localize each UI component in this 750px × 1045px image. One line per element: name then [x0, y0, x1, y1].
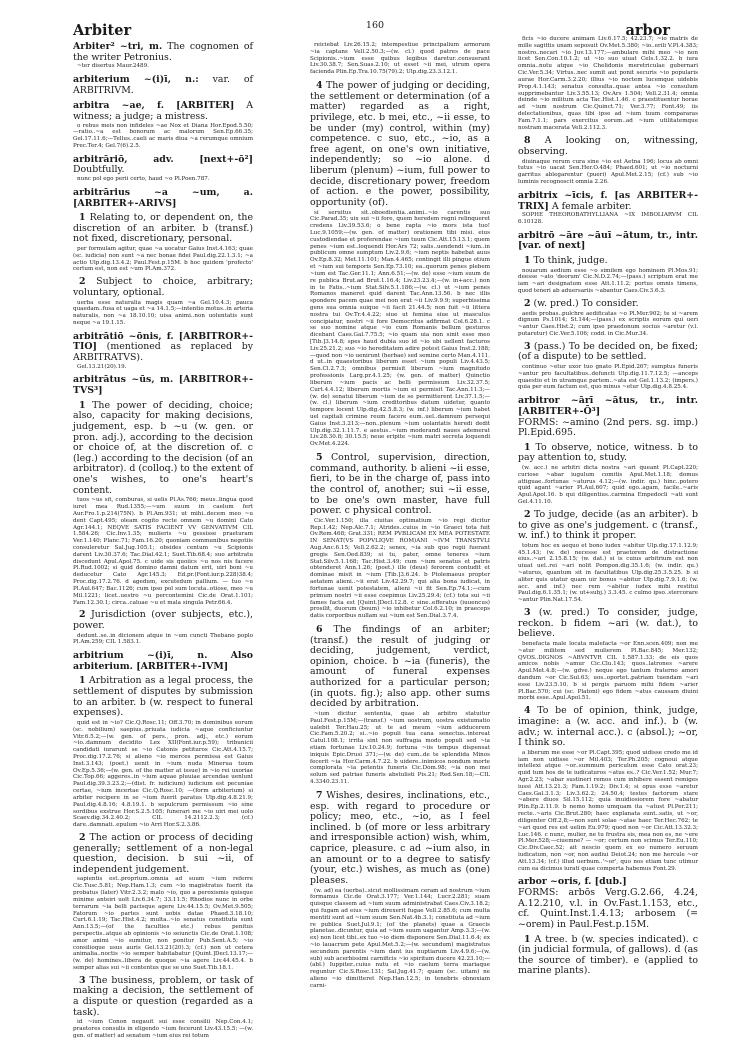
column-left: [73, 42, 253, 1045]
citation-block: benefacta male locata malefacta ~or Enn.scen.409; non me ~atur militem sed mulierem Pl.Bac.845; Mer.132; QVOS..DIGNOS ~ABVNTVR CIL 1.587.1.33; de eis quos amicos nobis ~amur Cic.Clu.143; quos..latrones ~arere Apul.Met.4.8;—(w. gdve.) neque ego tantum fraterno amori dandum ~or Cic.Sul.63; uos..oportet..patriam tuendam ~ari esse Liv.23.5.10. b si pergis paruom mihi fidem ~arier Pl.Bac.570; cui (sc. Platoni) ego fidem ~atus caussam diuini morbi esse..Apul.Apol.51.: [518, 640, 698, 702]
guide-word-left: Arbiter: [73, 22, 132, 39]
sense-definition: [518, 935, 698, 978]
sense-text: Control, supervision, direction, command, authority. b alieni ~ii esse, fieri, to be in the charge of, pass into the control of, another; sui ~ii esse, to be one's own master, have full power. c physical control.: [310, 452, 490, 517]
dictionary-entry: [73, 375, 253, 646]
sense-text: Arbitration as a legal process, the settlement of disputes by submission to an arbiter. b (w. respect to funeral expenses).: [73, 675, 254, 719]
sense-number: 1: [79, 399, 86, 411]
citation-block: diuinaque rerum cura sine ~io est Aetna 196; locus ab omni tutus ~io uacat Sen.Her.O.484; Phaed.601; ut ~io nocturni garritus ablegarentur (pueri) Apul.Met.2.15; (cf.) sub ~io luminis recognoscit omnia 2.26.: [518, 158, 698, 186]
headword: arbitrium ~(i)ī, n. Also arbiterium. [ARBITER+-IVM]: [73, 650, 253, 672]
headword: Arbiter² ~tri, m.: [73, 41, 163, 52]
sense-number: 6: [316, 623, 323, 635]
headword: arbitrātiō ~ōnis, f. [ARBITROR+-TIO]: [73, 330, 253, 353]
sense-definition: [310, 791, 490, 887]
sense-number: 3: [524, 340, 531, 352]
sense-definition: [73, 610, 253, 631]
sense-number: 3: [79, 974, 86, 986]
dictionary-entry: [310, 42, 490, 76]
entry-head: [73, 42, 253, 63]
entry-head: [73, 155, 253, 176]
dictionary-entry: [73, 332, 253, 371]
sense-text: A looking on, witnessing, observing.: [518, 135, 698, 157]
sense-definition: [73, 676, 253, 719]
definition: The cognomen of the writer Petronius.: [73, 41, 253, 63]
sense-text: The power of deciding, choice; also, capacity for making decisions, judgement, esp. b ~u (w. gen. or pron. adj.), according to the decision or choice of, at the discretion of. c (leg.) according to the decision (of an arbitrator). d (colloq.) to the extent of one's wishes, to one's heart's content.: [73, 399, 253, 496]
entry-head: [73, 188, 253, 209]
citation-block: Gel.13.21(20).19.: [77, 363, 127, 370]
sense-text: To be of opinion, think, judge, imagine: a (w. acc. and inf.). b (w. adv.; w. internal acc.). c (absol.); ~or, I think so.: [518, 705, 698, 749]
sense-definition: [73, 213, 253, 245]
sense-text: To observe, notice, witness. b to pay attention to, study.: [518, 441, 699, 464]
sense-definition: [518, 299, 698, 310]
dictionary-entry: [310, 625, 490, 786]
citation-block: (w. ad) ea (uerba)..sicut mollissimam ceram ad nostrum ~ium formamus Cic.de Orat.3.177; Ver.1.144; Lucr.2.281; suam quisque classem ad ~ium suum administrabat Caes.Civ.3.18.2; qui fugam ad eius ~ium direxerit fugae Vell.2.85.6; cum multa mentiti sunt ad ~ium suum Sen.Nat.4b.3.1; constituta ad ~ium re publica Suet.Jul.9.1; (of the planets) quae a Graecis planetae..dicuntur, quia ad ~ium suum uagantur Amp.3.3;—(w. ex) non licet tibi..ex tuo ~io diem disponere Sen.Dial.11.6.4; ex ~io lauacrum pete Apul.Met.5.2;—(w. secundum) magistratus secundum parentis ~ium dant ius nuptiarum Liv.4.9.6;—(w. sub) sub acerbissimi carnificis ~io spiritum ducere 42.23.10;—(abl.) Iuppiter..cuius nutu et ~io caelum terra mariaque reguntur Cic.S.Rosc.131; Sal.Jug.41.7; quam (sc. uitam) ne alieno ~io dimitteret Nep.Han.12.5; in tenebris obnoxiam carni-: [310, 887, 490, 989]
sense-definition: [518, 608, 698, 640]
sense-number: 3: [524, 607, 531, 619]
forms-note: FORMS: ~amino (2nd pers. sg. imp.) Pl.Epid.695.: [518, 416, 698, 439]
sense-text: Jurisdiction (over subjects, etc.), power.: [73, 609, 253, 631]
citation-block: SOPHE THEOROBATHYLLIANA ~IX IMBOLIARVM CIL 6.10128.: [518, 212, 698, 225]
citation-block: tuos ~us sit, comburas, si uelis Pl.As.766; meus..lingua quod iuret mea Rud.1355;—~um suum in caelum fert Aur.Fro.1.p.214(75N). b Pl.Am.931; ut mihi..decem meo ~u dent Capt.495; oleam cogito recte omnem ~u domini Cato Agr.144.1; NEQVE SATIS FACIENT VV GENVATIVM CIL 1.584.26; Cic.Inv.1.35; mulieris ~u gessisse praeturam Ver.1.140; Planc.71; Fam.16.20; quoniam communibus negotiis consuleretur Sal.Jug.105.1; obsides centum ~u Scipionis darent Liv.30.37.6; Tac.Dial.42.1; Suet.Tib.68.4; suo arbitratu discedunt Apul.Apol.75. c uide sis quoiics ~u nos nis facere Pl.Rud.1002; si quid domino damni datum erit, uiri boni ~u deducetur Cato Agr.145.3; Ed.pr.(Font.iur.p.228)38.4; Proc.dig.17.2.76. d agedum, excutedum pallium. — tuo ~u Pl.Aul.647; Bac.1126; cum ipso pol sum locuta..otiose, meo ~u Mil.1221; licet..uestro ~u percontemini Cic.de Orat.1.101; Fam.12.30.1; circa..caluae ~u et mala singula Petr.66.4.: [73, 497, 253, 606]
sense-definition: [310, 81, 490, 209]
citation-block: uerba esse naturalia magis quam ~a Gel.10.4.3; pauca quaedam..fusa et uaga et ~a 14.1.5;—intentio motus..in arteria naturalis, non ~a 18.10.10; uisa animi..non uoluntatis sunt neque ~a 19.1.15.: [73, 299, 253, 326]
sense-text: Relating to, or dependent on, the discretion of an arbiter. b (transf.) not fixed, discretionary, personal.: [73, 212, 253, 245]
entry-head: [518, 191, 698, 212]
sense-text: The findings of an arbiter; (transf.) the result of judging or deciding, judgement, verdict, opinion, choice. b ~ia (funeris), the amount of funeral expenses authorized for a particular person; (in quots. fig.); also app. other sums decided by arbitration.: [310, 623, 491, 710]
sense-number: 5: [316, 452, 323, 463]
sense-text: Subject to choice, arbitrary; voluntary, optional.: [73, 276, 253, 298]
citation-block: Cic.Ver.1.150; illa ciuitas optimatium ~io regi dicitur Rep.1.42; Nep.Alc.7.1; Atrides..cuius in ~io Graeci tota fuit Ov.Rem.468; Grat.331; REM PVBLICAM EX MEA POTESTATE IN SENAT(VS POPVLIQVE ROM)ANI ~IVM TRANSTVLI Aug.Anc.6.15; Vell.2.62.2; senex, ~ia sub quo regii fuerant gregis Sen.Oed.839; si tu, pater, omne teneres ~ium Stat.Silv.5.1.168; Tac.Hist.3.49; cum ~ium senatus et patris obtenderet Ann.1.26; (poet.) ille (deus) ferorem contudit et dominae misit in ~ium [Tib.]3.6.24. b Ptolemaeus propter aetatem alieni..~ii erat Liv.42.29.7; qui alia bona iudicat, in fortunae uenit potestatem, alieni ~ii fit Sen.Ep.74.1;—cum primum nostri ~ii esse coepimus Liv.25.29.4; (cf.) tota sui ~ii fames facta est [Quint.]Decl.12.8. c sine..efferatus (iuuencus) prosilit, duorum (boum) ~io inhibetur Col.6.2.10; in praeceps datis corporibus nullam sui ~ium est Sen.Dial.3.7.4.: [310, 517, 490, 620]
definition: A female arbiter.: [551, 200, 632, 212]
citation-block: o rebus meis non infideles ~ae Nox et Diana Hor.Epod.5.50;—ratio..~a est bonorum ac malorum Sen.Ep.66.35; Gel.17.11.6;—Tellus..caeli ac maris diua ~a rerumque omnium Prec.Ter.4; Gel.7(6).2.5.: [73, 122, 253, 149]
column-right: [518, 36, 698, 982]
definition: var. of ARBITRIVM.: [73, 74, 253, 96]
sense-number: 8: [524, 135, 531, 147]
dictionary-entry: [518, 36, 698, 131]
sense-text: The action or process of deciding generally; settlement of a non-legal question, decision. b sui ~ii, of independent judgement.: [73, 831, 253, 875]
sense-definition: [518, 342, 698, 363]
page-number: 160: [365, 20, 385, 31]
sense-number: 1: [79, 675, 86, 687]
sense-definition: [518, 443, 698, 464]
dictionary-entry: [73, 101, 253, 150]
citation-block: (w. acc.) ne arbitri dicta nostra ~ari queant Pl.Capt.220; curiose ~abar iugulum comitis Apul.Met.1.18; domus attiguae..fortunas ~aturus 4.12;—(w. indir. qu.) hinc..potero quid agant ~arier Pl.Aul.607; quid ego..agam, facile..~aris Apul.Apol.16. b qui diligentius..carmina Empedocli ~ati sunt Gel.4.11.10.: [518, 465, 698, 506]
sense-definition: [518, 510, 698, 542]
citation-block: aedis probas..pulchre aedificatas ~o Pl.Mer.902; te si ~arem dignum Ps.1014; St.144;—(pass.) ex scriptis eorum qui ueri ~antur Caes.Hist.2; cum ipse praedonum socius ~aretur (v.l. putaretur) Cic.Ver.5.106; codd. in Cic.Mur.34.: [518, 310, 698, 337]
headword: arbitrix ~īcis, f. [as ARBITER+-TRIX]: [518, 189, 698, 212]
sense-definition: [73, 833, 253, 876]
definition: Doubtfully.: [73, 164, 125, 176]
dictionary-entry: [73, 75, 253, 96]
citation-block: dedunt..se..in dicionem atque in ~um cuncti Thebano poplo Pl.Am.259; CIL 1.583.1.: [73, 632, 253, 646]
forms-note: FORMS: arbōs Verg.G.2.66, 4.24, A.12.210, v.l. in Ov.Fast.1.153, etc., cf. Quint.Inst.1.4.13; arbosem (= ~orem) in Paul.Fest.p.15M.: [518, 887, 698, 930]
headword: arbitrō ~āre ~āuī ~ātum, tr., intr. [var. of next]: [518, 229, 698, 252]
definition: (mentioned as replaced by ARBITRATVS).: [73, 341, 254, 363]
entry-head: [73, 101, 253, 122]
definition: A witness; a judge; a mistress.: [73, 100, 253, 122]
entry-head: [73, 75, 253, 96]
entry-head: [73, 332, 253, 364]
headword: arbor ~oris, f. [dub.]: [518, 876, 627, 888]
sense-number: 4: [316, 80, 323, 92]
dictionary-entry: [518, 136, 698, 186]
dictionary-entry: [310, 81, 490, 448]
sense-number: 2: [524, 508, 531, 520]
sense-text: Wishes, desires, inclinations, etc., esp. with regard to procedure or policy; meo, etc., ~io, as I feel inclined. b (of more or less arbitrary and irresponsible action) wish, whim, caprice, pleasure. c ad ~ium also, in an amount or to a degree to satisfy (your, etc.) wishes, as much as (one) pleases.: [310, 789, 491, 886]
sense-number: 4: [524, 705, 531, 717]
column-middle: [310, 42, 490, 995]
dictionary-entry: [518, 877, 698, 977]
citation-block: quid est in ~io? Cic.Q.Rosc.11; Off.3.70; in dominibus eorum (sc. nobilium) saepius..priuata iudicia ~aque conficiuntur Vitr.6.5.2;—(w. gen. of pers., pron. adj., etc.) eorum ~io..damnum decidito Lex XII(Font.iur.p.59); tribunicii candidati iurarunt se ~io Catonis petituros Cic.Att.4.15.7; Proc.dig.17.2.76; si alieno ~io merces permissa est Gaius Inst.3.143; (poet.) uenit in ~ium nuda Minerua tuum Ov.Ep.5.36;—(w. gen. of the matter at issue) in ~io rei uxoriae Cic.Top.66; aggeres..in ~ium aquae pluuiae arcendae uenlunt Paul.dig.39.3.23.2;—(dist. fr. iudicium) iudicium est pecuniae certae, ~ium incertae Cic.Q.Rosc.10; —(form arbiterium) si arbiter recipere in se ~ium fuerit paratus Ulp.dig.4.8.21.9; Paul.dig.4.8.16; 4.8.19.1. b sepulcrum permissum ~io sine sordibus exstrue Hor.S.2.5.105; funerari me ~io uiri mei uolo Scaev.dig.34.2.40.2; CIL 14.2112.2.3; (cf.) dare..damnati..epulum ~io Arri Hor.S.2.3.86.: [73, 719, 253, 829]
headword: arbiterium ~(i)ī, n.:: [73, 74, 199, 86]
entry-head: [518, 231, 698, 252]
sense-text: A tree. b (w. species indicated). c (in judicial formula, of gallows). d (as the source of timber). e (applied to marine plants).: [518, 933, 698, 977]
sense-text: The power of judging or deciding, the settlement or determination (of a matter) regarded as a right, privilege, etc. b mei, etc., ~ii esse, to be under (my) control, within (my) competence. c suo, etc., ~io, as a free agent, on one's own initiative, independently; so ~io alone. d liberum (plenum) ~ium, full power to decide, discretionary power, freedom of action. e the power, possibility, opportunity (of).: [310, 80, 490, 208]
citation-block: sapientis est..proprium..omnia ad suum ~ium referre Cic.Tusc.5.81; Nep.Ham.1.3; cum ~io magistratus fuerit ita probatus (later) Vitr.2.3.2; malo ~io, quo a peroxismis quisque minime anteiri uolt Liv.6.34.7; 33.11.5; Rhodios nunc in orbe terrarum ~ia belli pacisque agere Liv.44.15.5; Ov.Met.9.505; Fatorum ~io partes sunt uobis datae Phaed.3.18.10; Curt.6.1.19; Tac.Hist.4.2; multa..~io senatus constituta sunt Ann.13.5;—(of the faculties etc.) rebus penitus perspectis..atque ab opinionis ~io seiunctis Cic.de Orat.1.108; amor animi ~io sumitur, non ponitur Pub.Sent.A.5; ~io consilioque usus auris Gel.13.21(20).3; (cf.) non ut cetera animalia..noctis ~io semper habitabatur [Quint.]Decl.13.17;—(w. de) homines..libera de quoque ~ia agere Liv.44.45.4. b semper alias sui ~ii contentus que se uno Suet.Tib.18.1.: [73, 876, 253, 971]
dictionary-entry: [310, 791, 490, 990]
headword: arbitror ~ārī ~ātus, tr., intr. [ARBITER+-Ō³]: [518, 395, 698, 417]
sense-text: To judge, decide (as an arbiter). b to give as one's judgement. c (transf., w. inf.) to think it proper.: [518, 508, 698, 542]
citation-block: totum hoc ex aequo et bono iudex ~abitur Ulp.dig.17.1.12.9; 45.1.43; (w. de) necesse est praetorem de distractione eius..~ari 2.15.8.15; (w. dat.) si is cuius arbitrium est non uiuat uel..rei ~ari nolit Pompon.dig.35.1.6; (w. indir. qu.) ~aturus, quantum sit in facultatibus Ulp.dig.25.3.5.25. b si aliter quis utatur quam uir bonus ~abitur Ulp.dig.7.9.1.6; (w. acc. and inf.) nec rem ~abitur iudex mihi restitui Paul.dig.6.1.35.1; (w. ut+subj.) 3.3.45. c culmo ipso..stercorare ~antur Plin.Nat.17.54.: [518, 542, 698, 604]
citation-block: a liberum me esse ~or Pl.Capt.395; quod uidisse credo me id iam non uidisse ~or Mil.403; Ter.Ph.205; cognoui atque intellexi atque ~or..summum periculum esse Cato orat.23; quid tum hos de te iudicaturos ~atus es..? Cic.Ver.1.52; Mur.7; Agr.2.23; ~abar sustineri remos cum inhibere essent remiges iussi Att.13.21.3; Fam.1.19.2; Div.1.4; si opus esse ~aretur Caes.Gal.3.1.3; Liv.3.62.2; 24.50.4; testes factorum stare ~abere diuos Sil.15.112; quia inuidiosiorem fore ~abatur Plin.Ep.2.11.9. b nemo homo umquam ita ~atust Pl.Per.211; recte..~aris Cic.Brut.280; haec explanata sunt..satis, ut ~or, diligenter Off.2,8;—non sunt solae ~atae haec Ter.Hec.762; te ~ari quod res est uelim Eu.979; quod non ~or Cic.Att.13.32.3; Luc.146. c nunc, mulier, ne tu frustra sis, mea non es, ne ~ere Pl.Mer.528;—ciuemne? — ~or; certum non scimus Ter.Eu.110; Cic.Div.Caec.52; ait nescio quem ex eo numero seruum iudicatum, non ~or, non audiui Deiot.24; non me hercule ~or Att.13.34; (cf.) illud uerbum..'~or', quo nos etiam tunc utimur cum ea dicimus iurati quae comperta habemus Font.29.: [518, 749, 698, 872]
dictionary-entry: [518, 191, 698, 226]
sense-definition: [73, 277, 253, 298]
dictionary-entry: [518, 231, 698, 392]
sense-number: 2: [79, 831, 86, 843]
dictionary-entry: [310, 453, 490, 620]
citation-block: ~ium dicitur sententia, quae ab arbitro statuitur Paul.Fest.p.15M;—(transf.) ~ium uostrum, uostra existumatio ualebit Ter.Hau.25; ut te ad meum ~ium adducerem Cic.Fam.5.20.2; si..~io populi tua cana senectus..intereat Catul.108.1; irrita sint non suffragia modo populi sed ~ia etiam fortunae Liv.10.24.9; fortuna ~iis tempus dispensat iniquis Epic.Drusi 371;—(w. de) cum..de te splendida Minos fecerit ~ia Hor.Carm.4.7.22. b uidere..inimicos nondum morte complorata ~ia petentis funeris Cic.Dom.98; ~ia non mei solum sed patriae funeris abstulisti Pis.21; Red.Sen.18;—CIL 4.3340.23.11.: [310, 710, 490, 786]
dictionary-entry: [73, 155, 253, 183]
citation-block: nunc pol ego perii certo, haud ~o Pl.Poen.787.: [77, 176, 210, 183]
entry-head: [73, 651, 253, 672]
sense-number: 2: [524, 297, 531, 309]
headword: arbitrārius ~a ~um, a. [ARBITER+-ARIVS]: [73, 186, 253, 209]
sense-number: 1: [524, 441, 531, 453]
citation-block: ~ter disertus Maur.2489.: [77, 63, 149, 70]
citation-block: reiciebat Liv.26.15.2; intempestiue principalium armorum ~ia captans Vell.2.50.3;—(w. cl.) quod patres de pace Scipionis..~ium esse quibus legibus daretur..censuerant Liv.30.38.7; Sen.Suas.2.10; ut esset ~ii mei, utrum opera facienda Plin.Ep.Tra.10.75(79).2; Ulp.dig.23.3.12.1.: [310, 42, 490, 76]
entry-head: [518, 396, 698, 417]
headword: arbitrātus ~ūs, m. [ARBITROR+-TVS³]: [73, 374, 253, 397]
sense-definition: [310, 453, 490, 517]
sense-definition: [73, 401, 253, 497]
sense-number: 1: [524, 933, 531, 945]
sense-number: 7: [316, 789, 323, 801]
citation-block: id ~ium Conon negauit sui esse consilii Nep.Con.4.1; praetores consulis in eligendo ~ium fecerunt Liv.43.15.5; —(w. gen. of matter) ad senatum ~ium eius rei totum: [73, 1019, 253, 1039]
citation-block: si seruitus sit..oboedientia..animi..~io carentis suo Cic.Parad.35; uix sui ~ii fore, quem heredem regni relinqueret credens Liv.39.53.6; o bene rapta ~io mors ista tuo! Luc.9.1059;—(w. gen. of matter) orationem tibi misi. eius custodiendae et proferendae ~ium tuum Cic.Att.15.13.1; quem penes ~ium est..loquendi Hor.Ars 72; salis..uendendi ~ium..in publicum omne sumptum Liv.2.9.6; ~ium neptis habebat auus Ov.Ep.8.32; Met.11.101; Man.4.465; contingit illi pingue otium et ~ium sui temporis Sen.Ep.73.10; ea..quorum penes plebem ~ium est Tac.Ger.11.1; Ann.6.51;—(w. de) esse ~ium suum de re publica Brut.ad Brut.1.16.4; Liv.23.23.4;—(w. in+acc.) non in te Fatis..~ium Stat.Silv.5.1.186;—(w. cl.) ut ~ium penes Romanos maneret quid darent Tac.Ann.13.56. b nec illis spondere pacem quae mei non erat ~ii Liv.9.9.9; superbissima gens sua omnia suique ~ii facit 21.44.5; non fuit ~ii littera nostra tui Ov.Tr.4.4.22; siue ut femina siue ut masculus concipiatur, nostri ~ii fore Democritus adfirmat Col.6.28.1. c se suo nomine atque ~io cum Romanis bellum gesturos dicebant Caes.Gal.7.75.5; ~io quam uia non sinit esse meo [Tib.]3.14.8; spes haud dubia suo id ~io ubi uellent facturos Liv.25.21.2; suo ~io hereditatem adire potest Gaius Inst.2.188;—quod non ~io uenirunt (herbae) sed semine certo Man.4.111. d ut..in quaestoribus liberum esset ~ium populi Liv.4.43.5; Sen.Cl.2.7.3; omnibus permisit liberum ~ium magnitudo professionis Larg.pr.4.1.25; (w. gen. of matter) Quinctio liberum ~ium pacis ac belli permissum Liv.32.37.5; Curt.4.4.12; liberum mortis ~ium ei permisit Tac.Ann.11.3;—(w. de) senatui liberum ~ium de se permitterent Liv.37.1.5;—(w. cl.) liberum ~ium creditoribus datum uidetur, quanto tempore locent Ulp.dig.42.5.8.3; (w. inf.) liberum ~ium habet uel capitali crimine reum facere eum..uel..damnum persequi Gaius Inst.3.213;—non..plenum ~ium uolantatis heredi dedit Ulp.dig.32.1.11.7. e aestus..~ium moderandi naues ademerat Liv.28.30.8; 30.15.5; neue eripite ~ium matri secreta loquendi Ov.Met.4.224.: [310, 209, 490, 448]
headword: arbitra ~ae, f. [ARBITER]: [73, 100, 235, 112]
guide-word-right: arbor: [625, 22, 670, 39]
sense-number: 1: [79, 212, 86, 224]
sense-text: (w. pred.) To consider, judge, reckon. b fidem ~ari (w. dat.), to believe.: [518, 607, 698, 640]
sense-definition: [518, 136, 698, 157]
sense-definition: [73, 976, 253, 1019]
dictionary-entry: [518, 396, 698, 872]
dictionary-entry: [73, 651, 253, 1040]
dictionary-entry: [73, 188, 253, 327]
sense-definition: [518, 256, 698, 267]
sense-text: To think, judge.: [533, 255, 608, 266]
citation-block: continuo ~etur uxor tuo gnato Pl.Epid.267; sumptus funeris ~antur pro facultatibus..defuncti Ulp.dig.11.7.12.5; —anceps quaestio et in utramque partem..~ata est Gel.1.13.2; (impers.) quia per eum factum est, quo minus ~etur Ulp.dig.4.8.25.4.: [518, 364, 698, 391]
citation-block: nouarum aedium esse ~o similem ego hominem Pl.Mos.91; deesse ~ato 'deorum' Cic.N.D.2.74;—(pass.) scriptum erat me iam ~ari designatum esse Att.1.11.2; portus omnis timens, quod teneri ab aduersariis ~abantur Caes.Civ.3.6.3.: [518, 267, 698, 295]
sense-text: (pass.) To be decided on, be fixed; (of a dispute) to be settled.: [518, 340, 699, 363]
sense-text: The business, problem, or task of making a decision, the settlement of a dispute or question (regarded as a task).: [73, 974, 253, 1018]
citation-block: per formulam agitur, quae ~a uocatur Gaius Inst.4.163; quae (sc. iudicia) non sunt ~a nec bonae fidei Paul.dig.22.1.3.1; ~a actio Ulp.dig.13.4.2; Paul.Fest.p.15M. b hoc quidem 'profecto' certum est, non est ~um Pl.Am.372.: [73, 246, 253, 273]
sense-definition: [310, 625, 490, 710]
sense-definition: [518, 706, 698, 749]
sense-text: (w. pred.) To consider.: [533, 297, 639, 309]
sense-number: 1: [524, 255, 531, 266]
entry-head: [73, 375, 253, 396]
sense-number: 2: [79, 276, 86, 288]
citation-block: ficis ~io ducere animam Liv.6.17.5; 42.23.7; ~io matris de mille sagittis unam seposuit Ov.Met.5.380; ~io..erili V.Pl.4.383; nostro..necari ~io Juv.13.177;—ambulare mihi meo ~io non licet Sen.Con.10.1.2; ut ~io suo uiuat Cels.1.32.2. b iura omnia..nutu atque ~io Chelidonis meretriculae gubernari Cic.Ver.5.34; Virtus..nec sumit aut ponit securis ~io popularis aurae Hor.Carm.3.2.20; illius ~io noctem lucemque uidebis Prop.4.1.143; senatus consulta..quae antea ~io consulum supprimebantur Liv.3.55.13; Ov.Ars 1.504; Vell.2.31.4; omnia deinde ~io militum acta Tac.Hist.1.46. c praestituentur horae ad ~ium nostrum Cic.Quinct.71; Ver.3.77; Font.49; iis delectationibus, quas tibi ipse ad ~ium tuum compararas Fam.7.1.1; pars exercitus eorum..ad ~ium utilitatemque nostram macerata Vell.2.112.3.: [518, 36, 698, 131]
headword: arbitrāriō, adv. [next+-ō²]: [73, 153, 253, 165]
dictionary-entry: [73, 42, 253, 70]
sense-number: 2: [79, 609, 86, 621]
